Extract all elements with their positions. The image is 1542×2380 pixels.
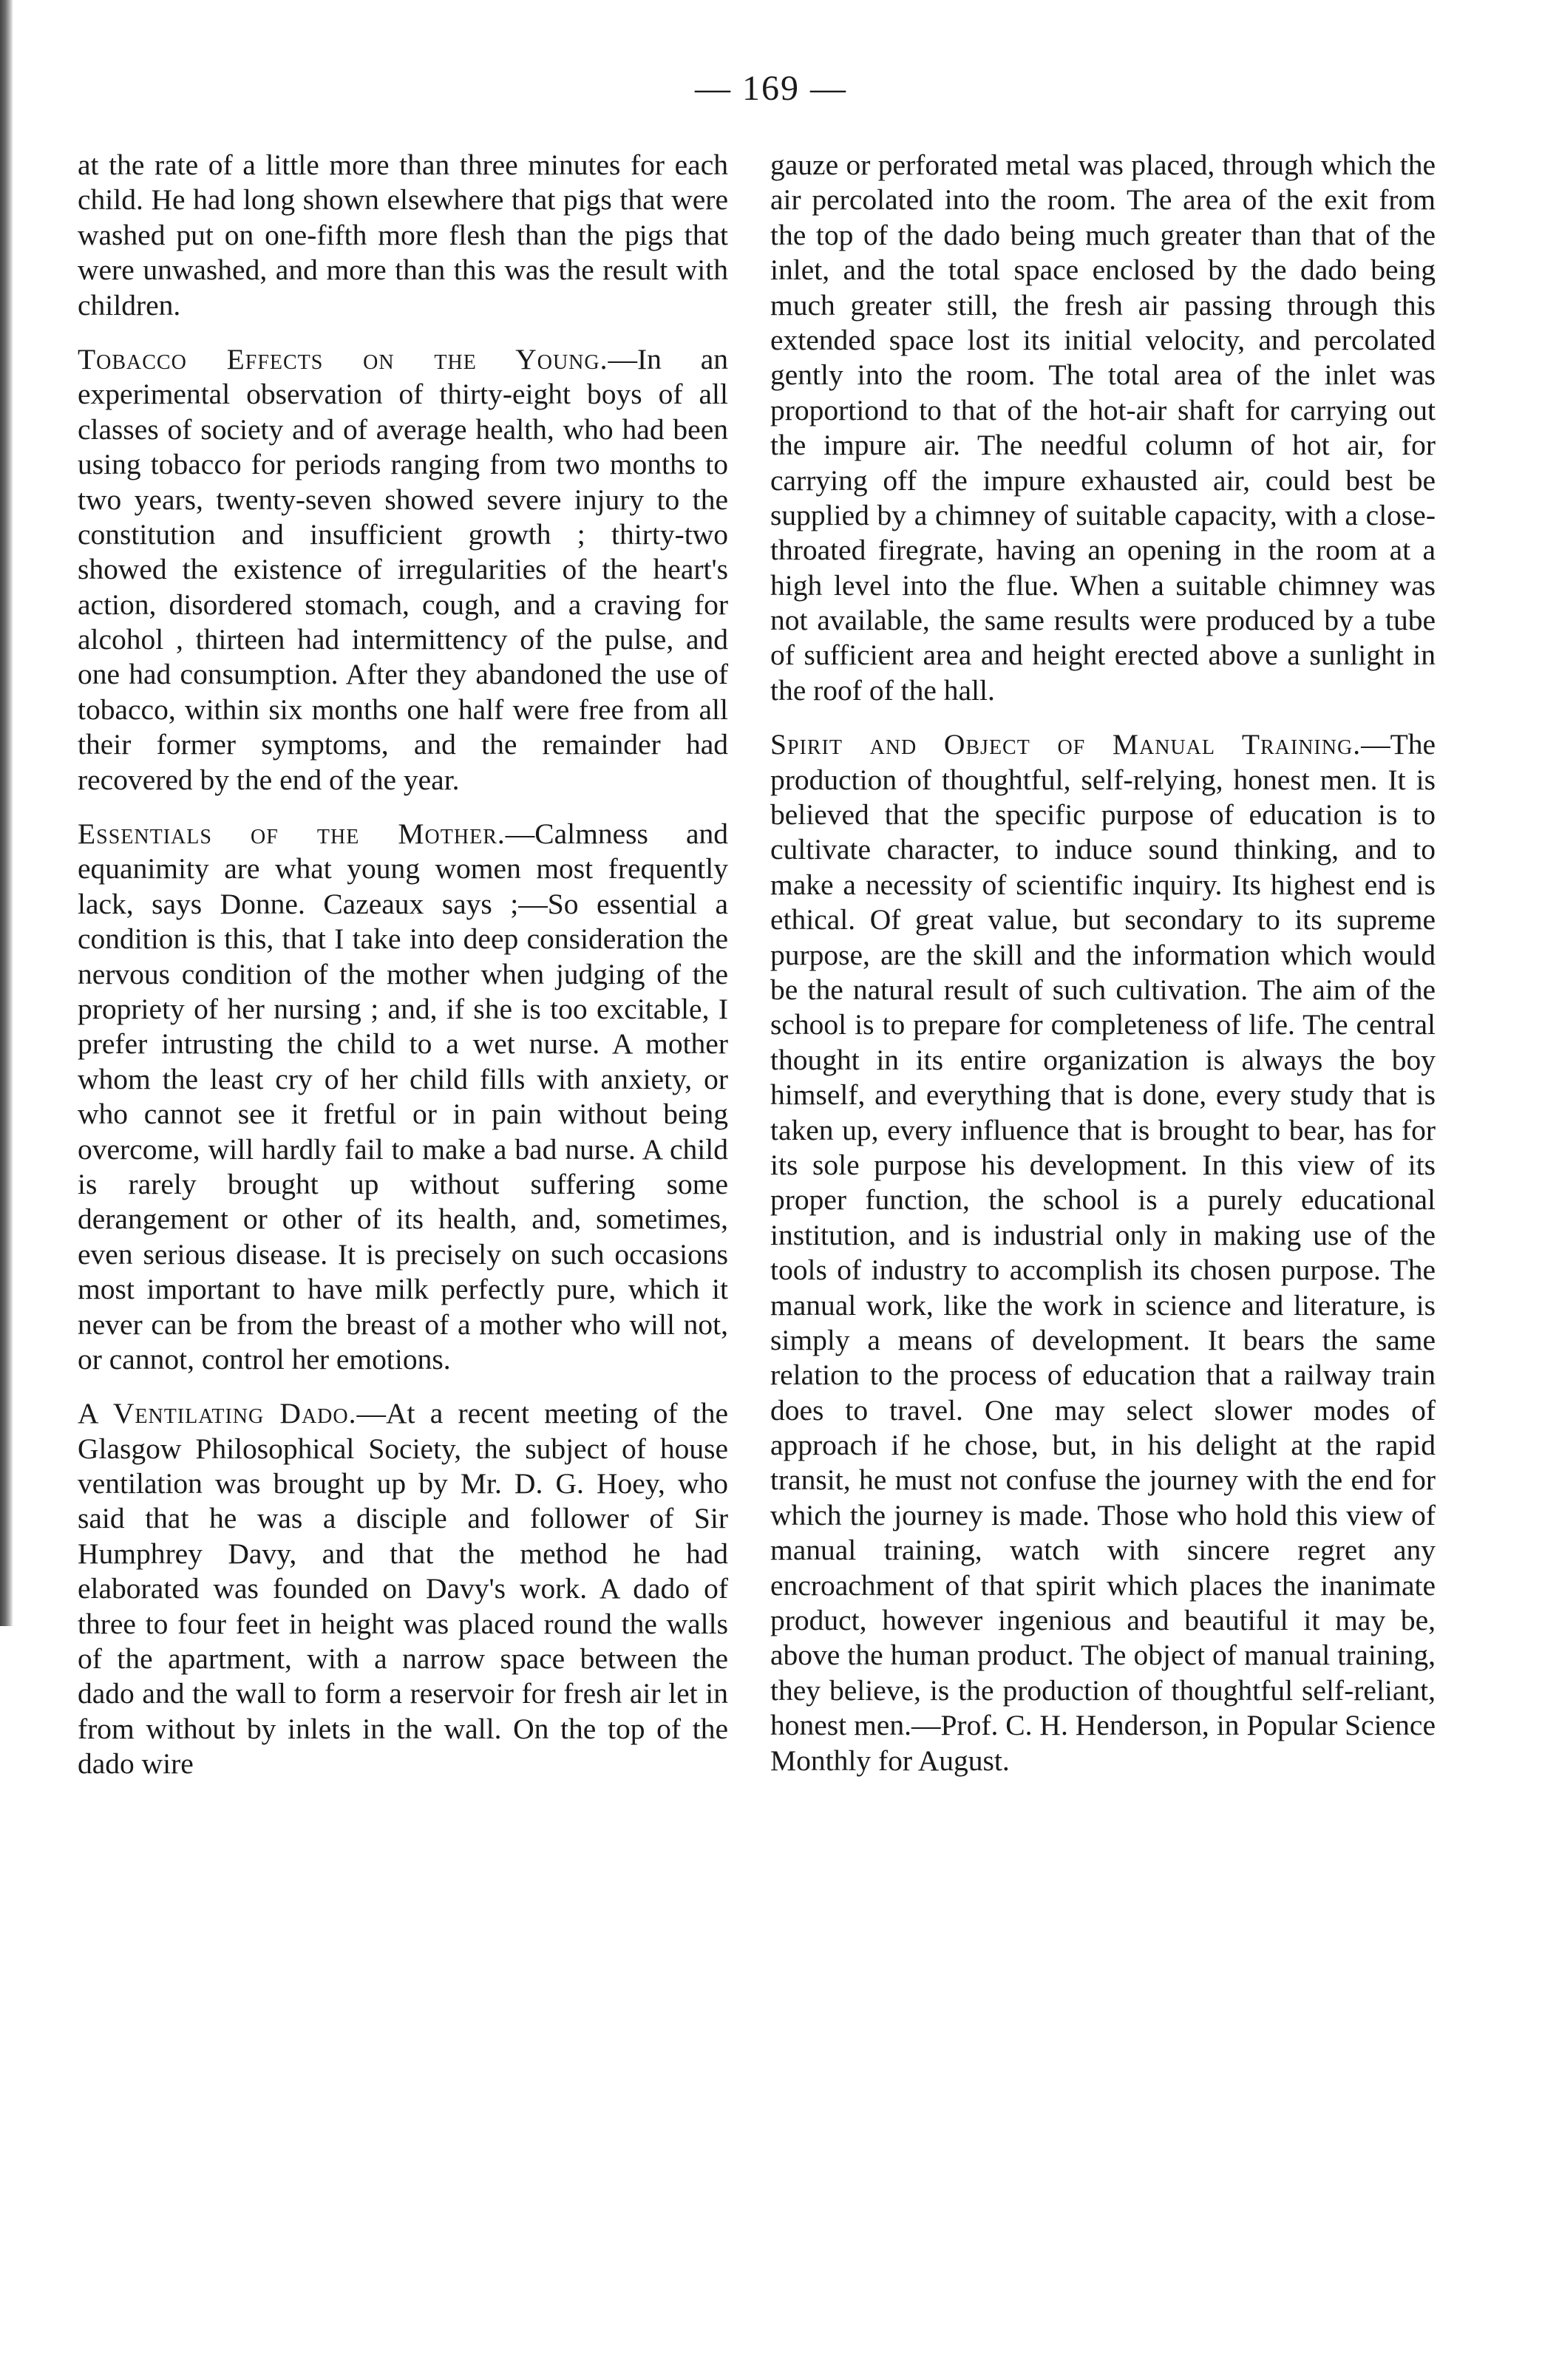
paragraph xyxy=(78,342,728,798)
right-column xyxy=(770,148,1436,1798)
paragraph xyxy=(770,727,1436,1778)
paragraph-text: —The production of thoughtful, self-relying, honest men. It is believed that the specific purpose of education is to cultivate character, to induce sound thinking, and to make a necessity of scientific inquiry. Its highest end is ethical. Of great value, but secondary to its supreme purpose, are the skill and the information which would be the natural result of such cultivation. The aim of the school is to prepare for completeness of life. The central thought in its entire organization is always the boy himself, and everything that is done, every study that is taken up, every influence that is brought to bear, has for its sole purpose his development. In this view of its proper function, the school is a purely educational institution, and is industrial only in making use of the tools of industry to accomplish its chosen purpose. The manual work, like the work in science and literature, is simply a means of development. It bears the same relation to the process of education that a railway train does to travel. One may select slower modes of approach if he chose, but, in his delight at the rapid transit, he must not confuse the journey with the end for which the journey is made. Those who hold this view of manual training, watch with sincere regret any encroachment of that spirit which places the inanimate product, however ingenious and beautiful it may be, above the human product. The object of manual training, they believe, is the production of thoughtful self-reliant, honest men.—Prof. C. H. Henderson, in Popular Science Monthly for August. xyxy=(770,728,1436,1777)
paragraph-text: —Calmness and equanimity are what young women most frequently lack, says Donne. Cazeaux says ;—So essential a condition is this, that I take into deep consideration the nervous condition of the mother when judging of the propriety of her nursing ; and, if she is too excitable, I prefer intrusting the child to a wet nurse. A mother whom the least cry of her child fills with anxiety, or who cannot see it fretful or in pain without being overcome, will hardly fail to make a bad nurse. A child is rarely brought up without suffering some derangement or other of its health, and, sometimes, even serious disease. It is precisely on such occasions most important to have milk perfectly pure, which it never can be from the breast of a mother who will not, or cannot, control her emotions. xyxy=(78,817,728,1376)
paragraph xyxy=(78,1396,728,1781)
paragraph xyxy=(770,148,1436,708)
paragraph xyxy=(78,148,728,323)
paragraph-text: at the rate of a little more than three minutes for each child. He had long shown elsewhere that pigs that were washed put on one-fifth more flesh than the pigs that were unwashed, and more than this was the result with children. xyxy=(78,149,728,322)
paragraph-text: —At a recent meeting of the Glasgow Philosophical Society, the subject of house ventilation was brought up by Mr. D. G. Hoey, who said that he was a disciple and follower of Sir Humphrey Davy, and that the method he had elaborated was founded on Davy's work. A dado of three to four feet in height was placed round the walls of the apartment, with a narrow space between the dado and the wall to form a reservoir for fresh air let in from without by inlets in the wall. On the top of the dado wire xyxy=(78,1397,728,1781)
left-column xyxy=(78,148,728,1801)
paragraph-heading: Tobacco Effects on the Young. xyxy=(78,342,608,375)
page-number: — 169 — xyxy=(695,69,847,108)
paragraph-heading: Spirit and Object of Manual Training. xyxy=(770,728,1362,761)
paragraph xyxy=(78,817,728,1377)
paragraph-text: —In an experimental observation of thirty-eight boys of all classes of society and of average health, who had been using tobacco for periods ranging from two months to two years, twenty-seven showed severe injury to the constitution and insufficient growth ; thirty-two showed the existence of irregularities of the heart's action, disordered stomach, cough, and a craving for alcohol , thirteen had intermittency of the pulse, and one had consumption. After they abandoned the use of tobacco, within six months one half were free from all their former symptoms, and the remainder had recovered by the end of the year. xyxy=(78,342,729,796)
paragraph-heading: Essentials of the Mother. xyxy=(78,817,506,851)
scan-edge-shadow xyxy=(0,0,13,1626)
paragraph-heading: A Ventilating Dado. xyxy=(78,1397,357,1430)
paragraph-text: gauze or perforated metal was placed, through which the air percolated into the room. The area of the exit from the top of the dado being much greater than that of the inlet, and the total space enclosed by the dado being much greater still, the fresh air passing through this extended space lost its initial velocity, and percolated gently into the room. The total area of the inlet was proportiond to that of the hot-air shaft for carrying out the impure air. The needful column of hot air, for carrying off the impure exhausted air, could best be supplied by a chimney of suitable capacity, with a close-throated firegrate, having an opening in the room at a high level into the flue. When a suitable chimney was not available, the same results were produced by a tube of sufficient area and height erected above a sunlight in the roof of the hall. xyxy=(770,149,1436,707)
